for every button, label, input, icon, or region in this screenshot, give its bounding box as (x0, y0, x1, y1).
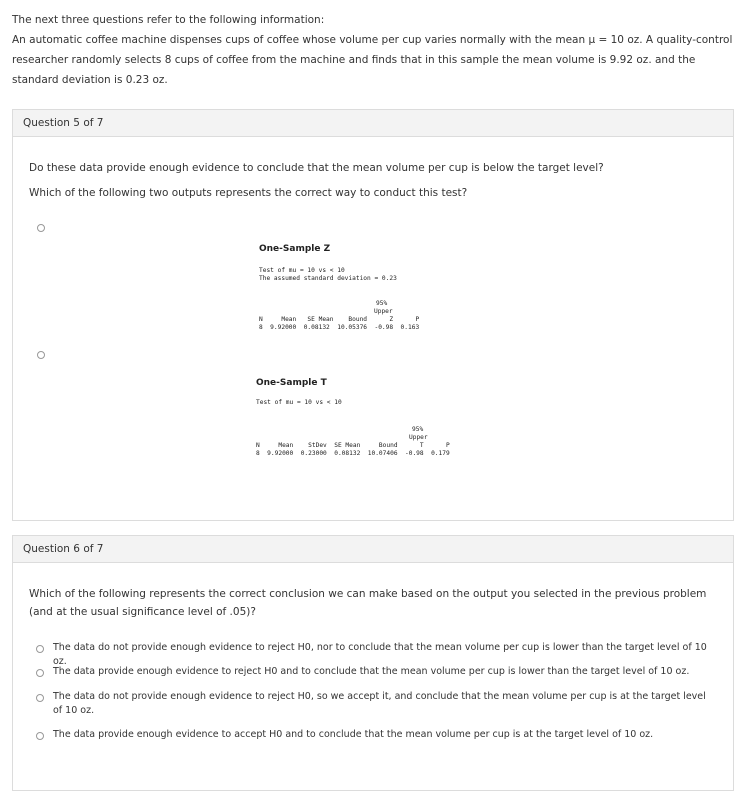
option-radio-2[interactable] (36, 669, 44, 677)
option-radio-4[interactable] (36, 732, 44, 740)
t-output-test-line: Test of mu = 10 vs < 10 (256, 399, 342, 406)
intro-heading: The next three questions refer to the following information: (12, 14, 325, 26)
option-radio-t-test[interactable] (37, 351, 45, 359)
z-output-sd-line: The assumed standard deviation = 0.23 (259, 275, 397, 282)
option-radio-z-test[interactable] (37, 224, 45, 232)
t-output-header-upper: Upper (409, 434, 428, 441)
z-output-title: One-Sample Z (259, 244, 331, 254)
option-text-1[interactable]: The data do not provide enough evidence to reject H0, nor to conclude that the mean volume per cup is lower than the target level of 10 oz. (53, 642, 707, 667)
z-output-row: 8 9.92000 0.08132 10.05376 -0.98 0.163 (259, 324, 420, 331)
z-output-test-line: Test of mu = 10 vs < 10 (259, 267, 345, 274)
intro-text (12, 10, 734, 90)
question-5-header: Question 5 of 7 (13, 110, 733, 137)
option-text-3[interactable]: The data do not provide enough evidence to reject H0, so we accept it, and conclude that the mean volume per cup is at the target level of 10 oz. (53, 691, 706, 716)
question-6-card (12, 535, 734, 791)
option-text-2[interactable]: The data provide enough evidence to reject H0 and to conclude that the mean volume per cup is lower than the target level of 10 oz. (53, 666, 690, 677)
option-radio-3[interactable] (36, 694, 44, 702)
z-output-header-95: 95% (376, 300, 388, 307)
question-6-prompt-1: Which of the following represents the correct conclusion we can make based on the output you selected in the previous problem (29, 588, 707, 600)
question-5-card (12, 109, 734, 521)
z-output-header-columns: N Mean SE Mean Bound Z P (259, 316, 420, 323)
question-5-prompt-2: Which of the following two outputs represents the correct way to conduct this test? (29, 187, 468, 199)
t-output-header-95: 95% (412, 426, 424, 433)
intro-line-2: researcher randomly selects 8 cups of coffee from the machine and finds that in this sample the mean volume is 9.92 oz. and the (12, 54, 696, 66)
t-output-title: One-Sample T (256, 378, 327, 388)
intro-line-1: An automatic coffee machine dispenses cups of coffee whose volume per cup varies normally with the mean μ = 10 oz. A quality-control (12, 34, 733, 46)
option-text-4[interactable]: The data provide enough evidence to accept H0 and to conclude that the mean volume per cup is at the target level of 10 oz. (53, 729, 654, 740)
t-output-header-columns: N Mean StDev SE Mean Bound T P (256, 442, 450, 449)
option-radio-1[interactable] (36, 645, 44, 653)
z-output-header-upper: Upper (374, 308, 393, 315)
question-5-prompt-1: Do these data provide enough evidence to conclude that the mean volume per cup is below the target level? (29, 162, 604, 174)
question-6-prompt-2: (and at the usual significance level of .05)? (29, 606, 256, 618)
question-6-header: Question 6 of 7 (13, 536, 733, 563)
intro-line-3: standard deviation is 0.23 oz. (12, 74, 168, 86)
t-output-row: 8 9.92000 0.23000 0.08132 10.07406 -0.98 0.179 (256, 450, 450, 457)
